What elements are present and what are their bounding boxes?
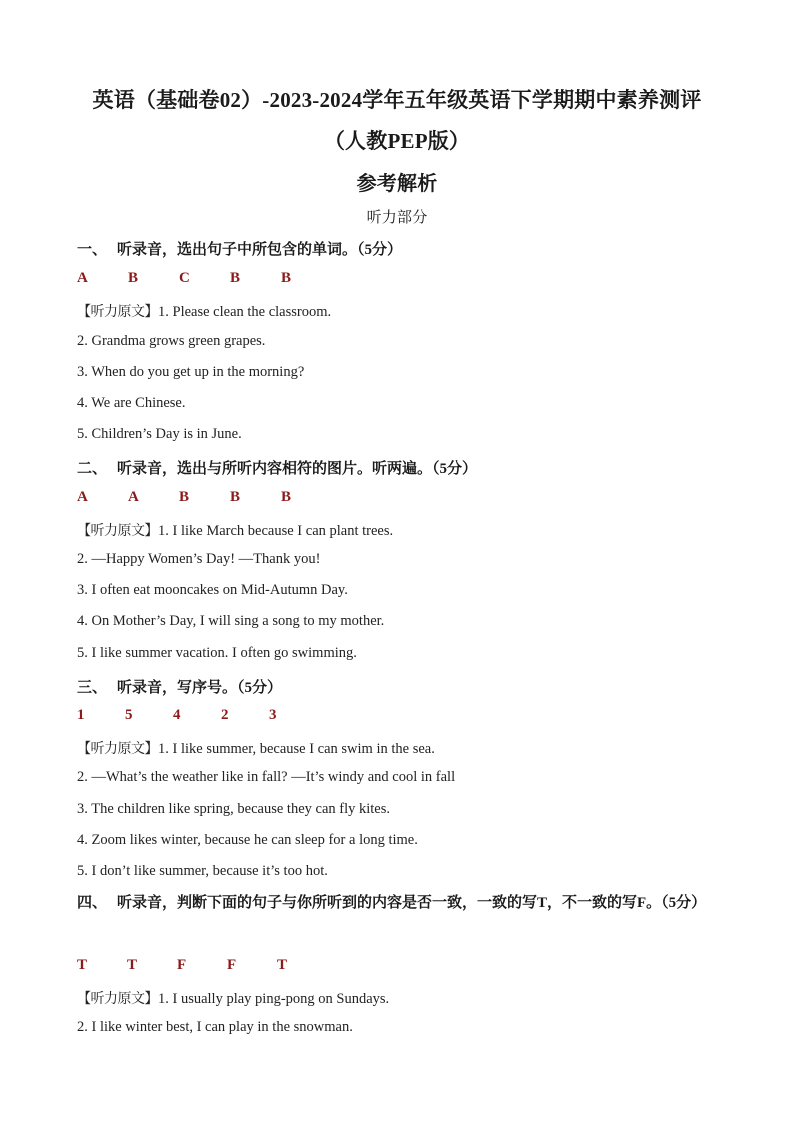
answer-row: [77, 489, 332, 506]
section-instruction: 听录音，写序号。（5分）: [117, 680, 283, 696]
script-line: [77, 988, 389, 1008]
script-line: 4. Zoom likes winter, because he can sleep for a long time.: [77, 832, 418, 848]
section-instruction: 听录音，选出与所听内容相符的图片。听两遍。（5分）: [117, 461, 478, 477]
script-line: 3. When do you get up in the morning?: [77, 364, 305, 380]
script-tag: 【听力原文】: [77, 991, 158, 1007]
section-number: 三、: [77, 680, 108, 696]
document-title: 英语（基础卷02）-2023-2024学年五年级英语下学期期中素养测评: [92, 88, 702, 112]
answer: B: [230, 489, 241, 505]
script-tag: 【听力原文】: [77, 741, 158, 757]
script-line: 5. I don’t like summer, because it’s too hot.: [77, 863, 328, 879]
section-heading: [77, 238, 402, 259]
script-tag: 【听力原文】: [77, 304, 158, 320]
answer: B: [128, 270, 139, 286]
answer: T: [127, 957, 138, 973]
answer: F: [227, 957, 237, 973]
section-instruction: 听录音，选出句子中所包含的单词。（5分）: [117, 242, 403, 258]
answer: B: [281, 270, 292, 286]
answer: 1: [77, 707, 85, 723]
answer: 4: [173, 707, 181, 723]
answer: B: [179, 489, 190, 505]
answer: T: [277, 957, 288, 973]
script-line: [77, 301, 331, 321]
script-text: 1. I like March because I can plant trees.: [158, 523, 394, 539]
script-line: [77, 520, 393, 540]
script-line: 2. I like winter best, I can play in the snowman.: [77, 1019, 353, 1035]
script-text: 1. I usually play ping-pong on Sundays.: [158, 991, 390, 1007]
answer-row: [77, 707, 317, 724]
section-heading: [77, 457, 477, 478]
section-label: 听力部分: [366, 210, 428, 226]
answer: A: [77, 489, 88, 505]
answer: A: [77, 270, 88, 286]
section-heading: [77, 676, 282, 697]
answer: C: [179, 270, 190, 286]
script-line: [77, 738, 435, 758]
answer: F: [177, 957, 187, 973]
answer: B: [281, 489, 292, 505]
script-text: 1. Please clean the classroom.: [158, 304, 332, 320]
script-line: 2. —Happy Women’s Day! —Thank you!: [77, 551, 321, 567]
section-number: 二、: [77, 461, 108, 477]
script-line: 2. —What’s the weather like in fall? —It’s windy and cool in fall: [77, 769, 456, 785]
document-edition: （人教PEP版）: [323, 129, 471, 153]
script-line: 5. Children’s Day is in June.: [77, 426, 242, 442]
section-number: 一、: [77, 242, 108, 258]
document-subtitle: 参考解析: [356, 173, 438, 195]
script-line: 3. I often eat mooncakes on Mid-Autumn Day.: [77, 582, 348, 598]
script-text: 1. I like summer, because I can swim in the sea.: [158, 741, 435, 757]
script-line: 4. On Mother’s Day, I will sing a song to my mother.: [77, 613, 385, 629]
script-line: 2. Grandma grows green grapes.: [77, 333, 266, 349]
answer: B: [230, 270, 241, 286]
section-instruction: 听录音，判断下面的句子与你所听到的内容是否一致，一致的写T，不一致的写F。（5分）: [117, 895, 707, 911]
script-line: 3. The children like spring, because they can fly kites.: [77, 801, 390, 817]
answer-row: [77, 957, 327, 974]
section-number: 四、: [77, 895, 108, 911]
script-line: 4. We are Chinese.: [77, 395, 186, 411]
answer: 5: [125, 707, 133, 723]
answer: A: [128, 489, 139, 505]
section-heading: [77, 888, 722, 919]
answer: 2: [221, 707, 229, 723]
script-tag: 【听力原文】: [77, 523, 158, 539]
answer: 3: [269, 707, 277, 723]
answer-row: [77, 270, 332, 287]
script-line: 5. I like summer vacation. I often go swimming.: [77, 645, 357, 661]
answer: T: [77, 957, 88, 973]
